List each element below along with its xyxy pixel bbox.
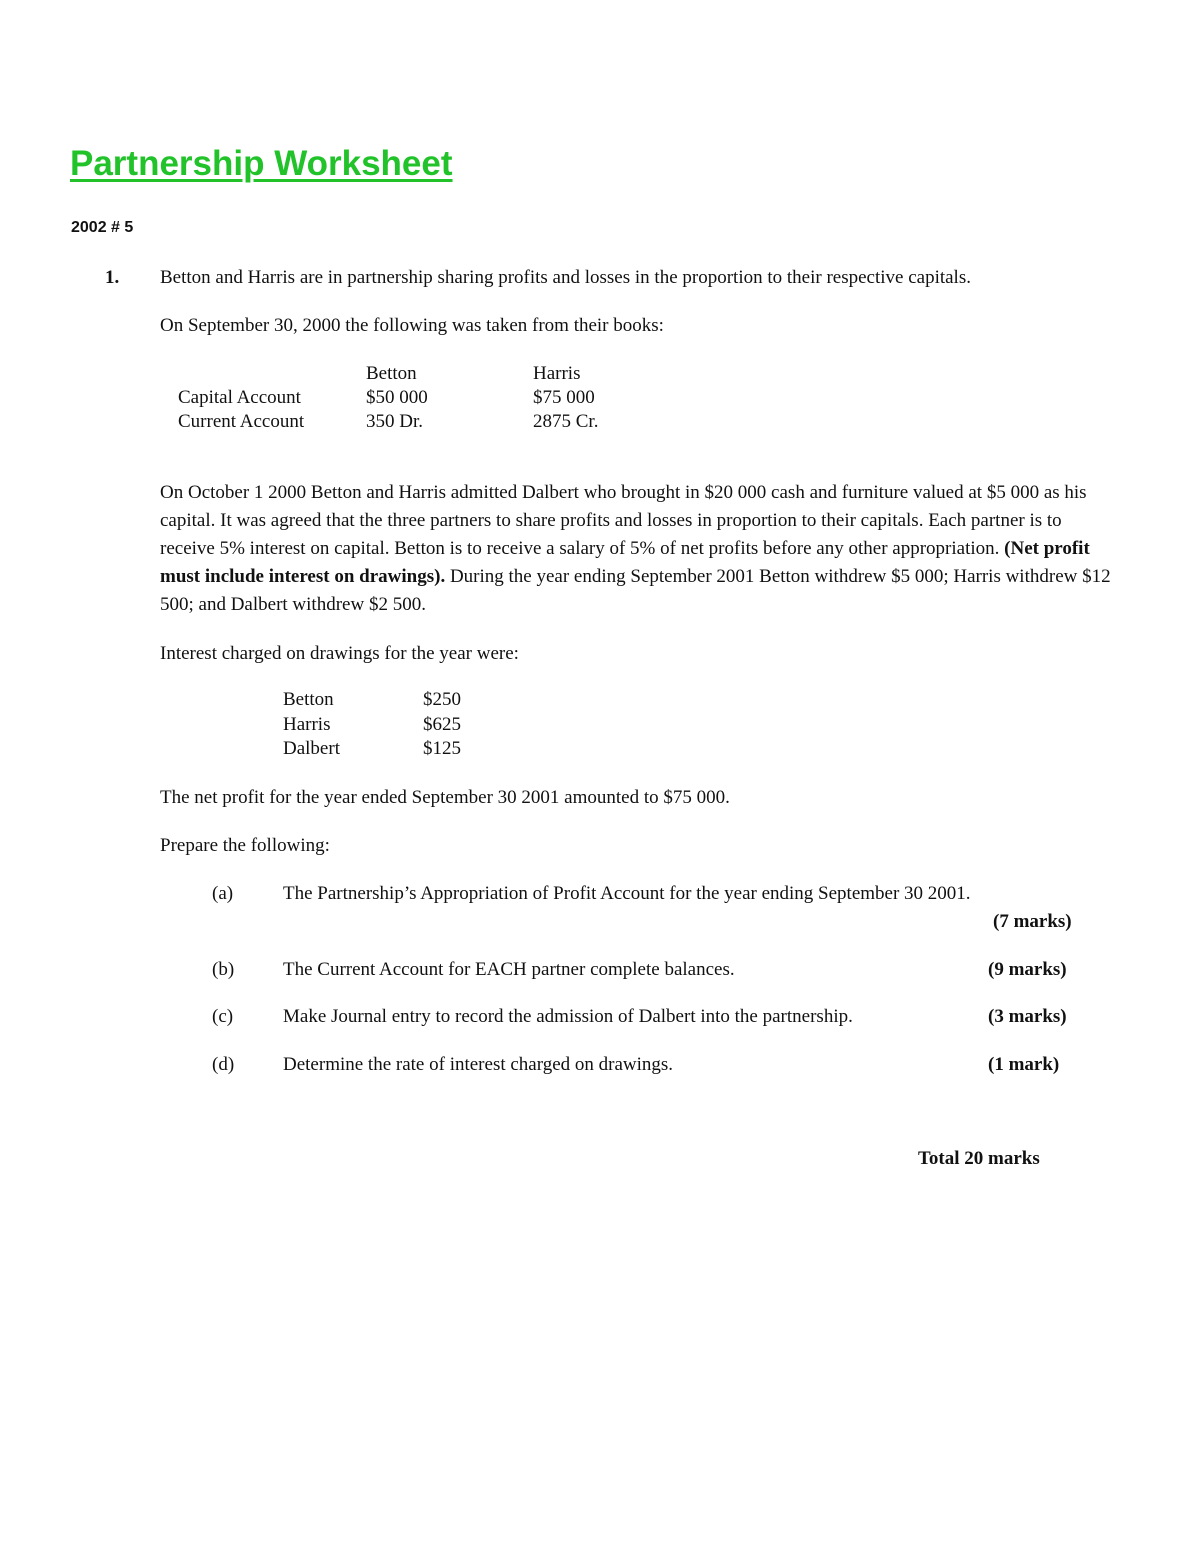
list-item-name: Harris	[283, 714, 331, 735]
admission-text: On October 1 2000 Betton and Harris admitted Dalbert who brought in $20 000 cash and furniture valued at $5 000 as his capital. It was agreed that the three partners to share profits and losses in proportion to their capitals. Each partner is to receive 5% interest on capital. Betton is to receive a salary of 5% of net profits before any other appropriation.	[160, 482, 1087, 559]
net-profit-line: The net profit for the year ended September 30 2001 amounted to $75 000.	[160, 787, 730, 808]
list-item-amount: $250	[423, 689, 461, 710]
task-marks: (9 marks)	[988, 959, 1067, 980]
task-marks: (3 marks)	[988, 1006, 1067, 1027]
task-text: The Current Account for EACH partner complete balances.	[283, 959, 735, 980]
date-line: On September 30, 2000 the following was taken from their books:	[160, 315, 664, 336]
admission-paragraph	[160, 479, 1120, 619]
task-marks: (1 mark)	[988, 1054, 1060, 1075]
task-letter: (d)	[212, 1054, 235, 1075]
withdrawals-text: During the year ending September 2001 Betton withdrew $5 000; Harris withdrew $12 500; and Dalbert withdrew $2 500.	[160, 566, 1111, 615]
task-text: Determine the rate of interest charged on drawings.	[283, 1054, 674, 1075]
question-number: 1.	[105, 267, 120, 288]
table-cell-betton: 350 Dr.	[366, 411, 423, 432]
list-item-name: Dalbert	[283, 738, 340, 759]
list-item-name: Betton	[283, 689, 334, 710]
table-cell-harris: 2875 Cr.	[533, 411, 599, 432]
table-cell-harris: $75 000	[533, 387, 595, 408]
net-profit-note: (Net profit must include interest on drawings).	[160, 538, 1090, 587]
total-marks: Total 20 marks	[918, 1148, 1040, 1169]
intro-text: Betton and Harris are in partnership sharing profits and losses in the proportion to their respective capitals.	[160, 267, 971, 288]
table-header-harris: Harris	[533, 363, 581, 384]
question-reference: 2002 # 5	[71, 219, 134, 236]
list-item-amount: $125	[423, 738, 461, 759]
list-item-amount: $625	[423, 714, 461, 735]
table-cell-betton: $50 000	[366, 387, 428, 408]
task-text: Make Journal entry to record the admission of Dalbert into the partnership.	[283, 1006, 853, 1027]
prepare-line: Prepare the following:	[160, 835, 330, 856]
task-letter: (a)	[212, 883, 234, 904]
table-header-betton: Betton	[366, 363, 417, 384]
task-text: The Partnership’s Appropriation of Profit Account for the year ending September 30 2001.	[283, 883, 971, 904]
task-letter: (c)	[212, 1006, 234, 1027]
table-row-label: Current Account	[178, 411, 305, 432]
table-row-label: Capital Account	[178, 387, 301, 408]
interest-intro: Interest charged on drawings for the year were:	[160, 643, 519, 664]
page-title: Partnership Worksheet	[70, 144, 453, 183]
task-letter: (b)	[212, 959, 235, 980]
task-marks: (7 marks)	[993, 911, 1072, 932]
